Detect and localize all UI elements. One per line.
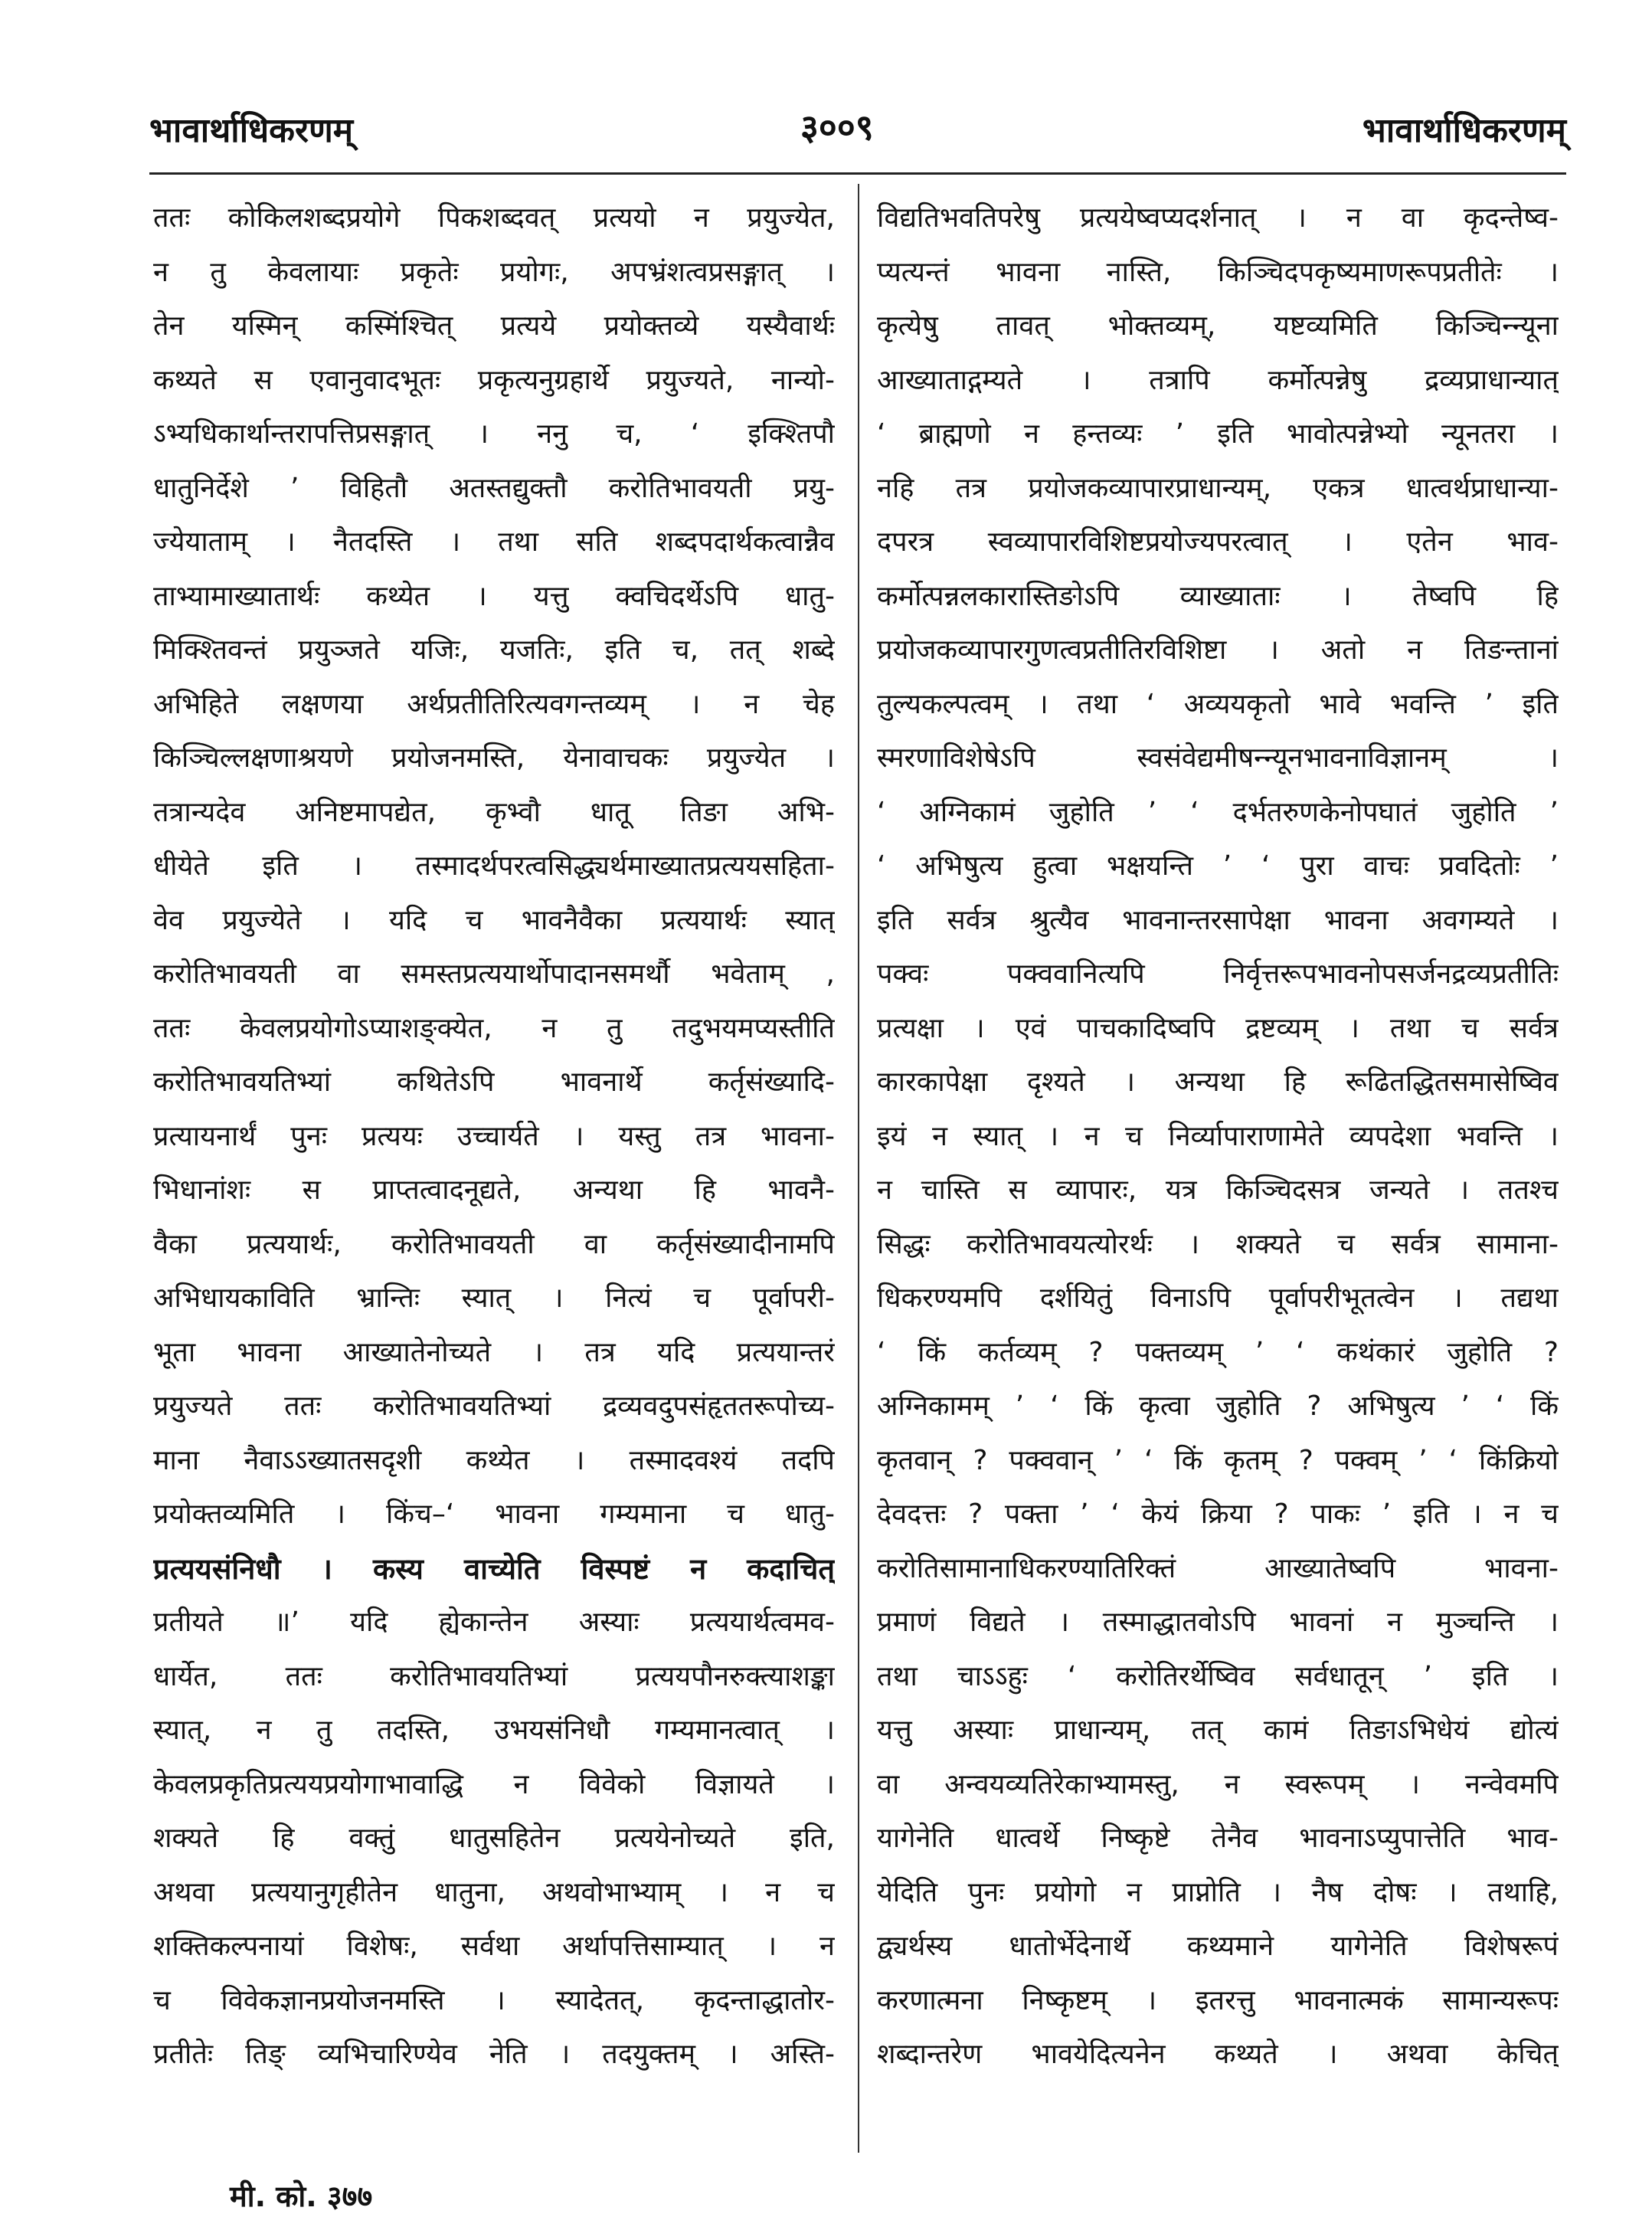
text-line: ‘ अग्निकामं जुहोति ’ ‘ दर्भतरुणकेनोपघातं जुहोति ’ [877,796,1559,828]
running-title-right: भावार्थाधिकरणम् [1362,111,1566,150]
text-line: ‘ अभिषुत्य हुत्वा भक्षयन्ति ’ ‘ पुरा वाचः प्रवदितोः ’ [877,850,1559,882]
text-line: कारकापेक्षा दृश्यते । अन्यथा हि रूढितद्धितसमासेष्विव [877,1066,1559,1098]
text-line: अग्निकामम् ’ ‘ किं कृत्वा जुहोति ? अभिषुत्य ’ ‘ किं [877,1390,1559,1422]
page-number: ३००९ [800,106,874,148]
text-line: ऽभ्यधिकार्थान्तरापत्तिप्रसङ्गात् । ननु च, ‘ इक्श्तिपौ [153,418,835,450]
text-line: सिद्धः करोतिभावयत्योरर्थः । शक्यते च सर्वत्र सामाना- [877,1228,1559,1260]
text-line: ततः कोकिलशब्दप्रयोगे पिकशब्दवत् प्रत्ययो न प्रयुज्येत, [153,202,835,234]
text-line: कृतवान् ? पक्ववान् ’ ‘ किं कृतम् ? पक्वम् ’ ‘ किंक्रियो [877,1444,1559,1476]
text-line: प्रतीतेः तिङ् व्यभिचारिण्येव नेति । तदयुक्तम् । अस्ति- [153,2039,835,2070]
text-line: केवलप्रकृतिप्रत्ययप्रयोगाभावाद्धि न विवेको विज्ञायते । [153,1768,835,1800]
text-line: न तु केवलायाः प्रकृतेः प्रयोगः, अपभ्रंशत्वप्रसङ्गात् । [153,256,835,288]
text-line: भूता भावना आख्यातेनोच्यते । तत्र यदि प्रत्ययान्तरं [153,1336,835,1368]
text-line: तत्रान्यदेव अनिष्टमापद्येत, कृभ्वौ धातू तिङा अभि- [153,796,835,828]
text-line: अथवा प्रत्ययानुगृहीतेन धातुना, अथवोभाभ्याम् । न च [153,1876,835,1908]
text-line: ज्येयाताम् । नैतदस्ति । तथा सति शब्दपदार्थकत्वान्नैव [153,526,835,558]
text-line: विद्यतिभवतिपरेषु प्रत्ययेष्वप्यदर्शनात् । न वा कृदन्तेष्व- [877,202,1559,234]
text-line: करोतिसामानाधिकरण्यातिरिक्तं आख्यातेष्वपि भावना- [877,1552,1559,1584]
text-line: शब्दान्तरेण भावयेदित्यनेन कथ्यते । अथवा केचित् [877,2039,1559,2070]
text-line: प्यत्यन्तं भावना नास्ति, किञ्चिदपकृष्यमाणरूपप्रतीतेः । [877,256,1559,288]
text-line: कर्मोत्पन्नलकारास्तिङोऽपि व्याख्याताः । तेष्वपि हि [877,580,1559,612]
text-line-quote: प्रत्ययसंनिधौ । कस्य वाच्येति विस्पष्टं न कदाचित् [153,1551,835,1586]
text-line: इयं न स्यात् । न च निर्व्यापाराणामेते व्यपदेशा भवन्ति । [877,1120,1559,1152]
text-line: प्रत्यक्षा । एवं पाचकादिष्वपि द्रष्टव्यम् । तथा च सर्वत्र [877,1012,1559,1044]
text-line: देवदत्तः ? पक्ता ’ ‘ केयं क्रिया ? पाकः ’ इति । न च [877,1498,1559,1530]
text-line: प्रमाणं विद्यते । तस्माद्धातवोऽपि भावनां न मुञ्चन्ति । [877,1606,1559,1638]
text-line: च विवेकज्ञानप्रयोजनमस्ति । स्यादेतत्, कृदन्ताद्धातोर- [153,1984,835,2016]
text-line: यत्तु अस्याः प्राधान्यम्, तत् कामं तिङाऽभिधेयं द्योत्यं [877,1714,1559,1746]
text-line: अभिहिते लक्षणया अर्थप्रतीतिरित्यवगन्तव्यम् । न चेह [153,688,835,720]
text-line: इति सर्वत्र श्रुत्यैव भावनान्तरसापेक्षा भावना अवगम्यते । [877,904,1559,936]
text-line: प्रयुज्यते ततः करोतिभावयतिभ्यां द्रव्यवदुपसंहृततरूपोच्य- [153,1390,835,1422]
text-line: मिक्श्तिवन्तं प्रयुञ्जते यजिः, यजतिः, इति च, तत् शब्दे [153,634,835,666]
text-line: स्यात्, न तु तदस्ति, उभयसंनिधौ गम्यमानत्वात् । [153,1714,835,1746]
text-line: अभिधायकाविति भ्रान्तिः स्यात् । नित्यं च पूर्वापरी- [153,1282,835,1314]
text-line: दपरत्र स्वव्यापारविशिष्टप्रयोज्यपरत्वात् । एतेन भाव- [877,526,1559,558]
text-line: आख्याताद्गम्यते । तत्रापि कर्मोत्पन्नेषु द्रव्यप्राधान्यात् [877,364,1559,396]
text-line: स्मरणाविशेषेऽपि स्वसंवेद्यमीषन्न्यूनभावनाविज्ञानम् । [877,742,1559,774]
text-line: धार्येत, ततः करोतिभावयतिभ्यां प्रत्ययपौनरुक्त्याशङ्का [153,1660,835,1692]
text-line: वैका प्रत्ययार्थः, करोतिभावयती वा कर्तृसंख्यादीनामपि [153,1228,835,1260]
text-line: येदिति पुनः प्रयोगो न प्राप्नोति । नैष दोषः । तथाहि, [877,1876,1559,1908]
text-line: ताभ्यामाख्यातार्थः कथ्येत । यत्तु क्वचिदर्थेऽपि धातु- [153,580,835,612]
text-line: करोतिभावयतिभ्यां कथितेऽपि भावनार्थे कर्तृसंख्यादि- [153,1066,835,1098]
text-line: कृत्येषु तावत् भोक्तव्यम्, यष्टव्यमिति किञ्चिन्न्यूना [877,310,1559,342]
text-line: किञ्चिल्लक्षणाश्रयणे प्रयोजनमस्ति, येनावाचकः प्रयुज्येत । [153,742,835,774]
text-line: नहि तत्र प्रयोजकव्यापारप्राधान्यम्, एकत्र धात्वर्थप्राधान्या- [877,472,1559,504]
running-title-left: भावार्थाधिकरणम् [149,111,354,150]
text-line: तुल्यकल्पत्वम् । तथा ‘ अव्ययकृतो भावे भवन्ति ’ इति [877,688,1559,720]
signature-mark: मी. को. ३७७ [230,2180,373,2213]
column-divider [858,184,859,2153]
text-line: वेव प्रयुज्येते । यदि च भावनैवैका प्रत्ययार्थः स्यात् [153,904,835,936]
text-line: तथा चाऽऽहुः ‘ करोतिरर्थेष्विव सर्वधातून् ’ इति । [877,1660,1559,1692]
text-line: प्रयोक्तव्यमिति । किंच–‘ भावना गम्यमाना च धातु- [153,1498,835,1530]
text-line: प्रतीयते ॥’ यदि ह्येकान्तेन अस्याः प्रत्ययार्थत्वमव- [153,1606,835,1638]
text-line: न चास्ति स व्यापारः, यत्र किञ्चिदसत्र जन्यते । ततश्च [877,1174,1559,1206]
text-line: पक्वः पक्ववानित्यपि निर्वृत्तरूपभावनोपसर्जनद्रव्यप्रतीतिः [877,958,1559,990]
text-line: यागेनेति धात्वर्थे निष्कृष्टे तेनैव भावनाऽप्युपात्तेति भाव- [877,1823,1559,1854]
text-line: ‘ ब्राह्मणो न हन्तव्यः ’ इति भावोत्पन्नेभ्यो न्यूनतरा । [877,418,1559,450]
text-line: करोतिभावयती वा समस्तप्रत्ययार्थोपादानसमर्थौ भवेताम् , [153,958,835,990]
text-line: द्व्यर्थस्य धातोर्भेदेनार्थे कथ्यमाने यागेनेति विशेषरूपं [877,1931,1559,1962]
page-header [149,100,1566,161]
text-line: शक्यते हि वक्तुं धातुसहितेन प्रत्ययेनोच्यते इति, [153,1823,835,1854]
text-line: वा अन्वयव्यतिरेकाभ्यामस्तु, न स्वरूपम् । नन्वेवमपि [877,1768,1559,1800]
text-line: भिधानांशः स प्राप्तत्वादनूद्यते, अन्यथा हि भावनै- [153,1174,835,1206]
text-line: धिकरण्यमपि दर्शयितुं विनाऽपि पूर्वापरीभूतत्वेन । तद्यथा [877,1282,1559,1314]
text-line: शक्तिकल्पनायां विशेषः, सर्वथा अर्थापत्तिसाम्यात् । न [153,1931,835,1962]
left-column [153,192,835,2145]
text-line: प्रयोजकव्यापारगुणत्वप्रतीतिरविशिष्टा । अतो न तिङन्तानां [877,634,1559,666]
right-column [877,192,1559,2145]
text-line: धातुनिर्देशे ’ विहितौ अतस्तद्युक्तौ करोतिभावयती प्रयु- [153,472,835,504]
text-line: ‘ किं कर्तव्यम् ? पक्तव्यम् ’ ‘ कथंकारं जुहोति ? [877,1336,1559,1368]
text-line: धीयेते इति । तस्मादर्थपरत्वसिद्ध्यर्थमाख्यातप्रत्ययसहिता- [153,850,835,882]
text-line: ततः केवलप्रयोगोऽप्याशङ्क्येत, न तु तदुभयमप्यस्तीति [153,1012,835,1044]
text-line: करणात्मना निष्कृष्टम् । इतरत्तु भावनात्मकं सामान्यरूपः [877,1984,1559,2016]
text-line: तेन यस्मिन् कस्मिंश्चित् प्रत्यये प्रयोक्तव्ये यस्यैवार्थः [153,310,835,342]
text-line: माना नैवाऽऽख्यातसदृशी कथ्येत । तस्मादवश्यं तदपि [153,1444,835,1476]
header-rule [149,172,1566,175]
text-line: प्रत्यायनार्थं पुनः प्रत्ययः उच्चार्यते । यस्तु तत्र भावना- [153,1120,835,1152]
text-line: कथ्यते स एवानुवादभूतः प्रकृत्यनुग्रहार्थे प्रयुज्यते, नान्यो- [153,364,835,396]
